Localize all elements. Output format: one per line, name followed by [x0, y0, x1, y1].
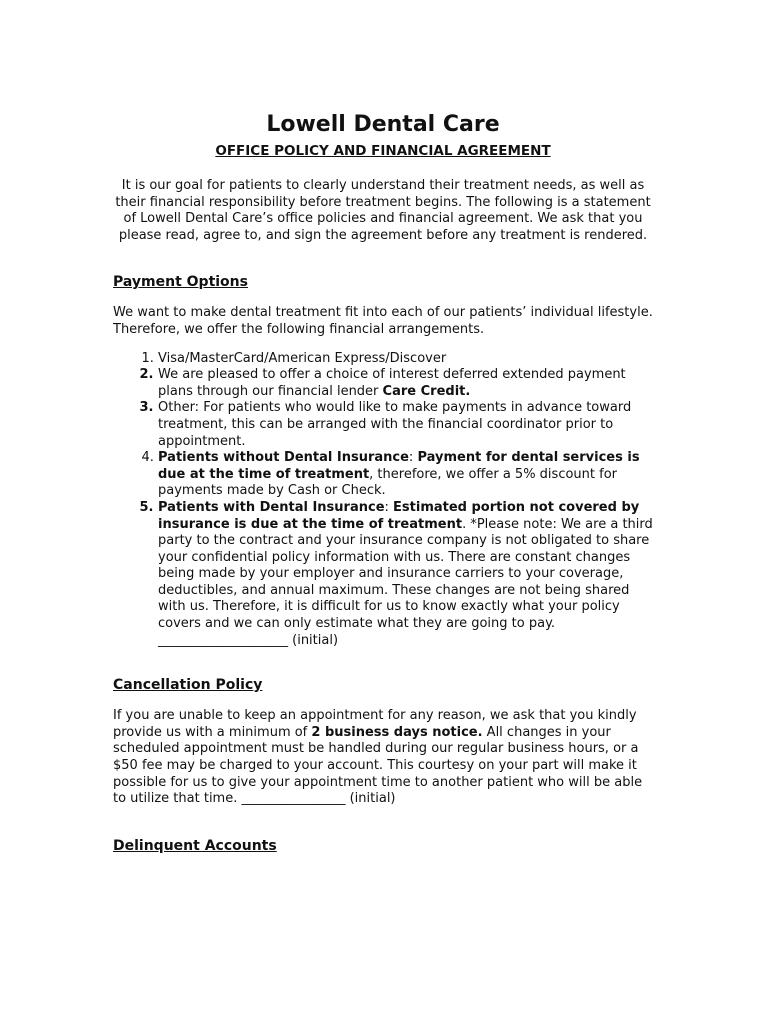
payment-item-1-text: Visa/MasterCard/American Express/Discover: [158, 350, 447, 366]
payment-intro-paragraph: We want to make dental treatment fit into each of our patients’ individual lifestyle. Therefore, we offer the following financial arrangements.: [113, 305, 653, 337]
cancellation-text-c: All changes in your scheduled appointment must be handled during our regular business hours, or a $50 fee may be charged to your account. This courtesy on your part will make it possible for us to give your appointment time to another patient who will be able to utilize that time. ________________ (initial): [113, 724, 643, 807]
insurance-note-text: . *Please note: We are a third party to the contract and your insurance company is not obligated to share your confidential policy information with us. There are constant changes being made by your employer and insurance carriers to your coverage, deductibles, and annual maximum. These changes are not being shared with us. Therefore, it is difficult for us to know exactly what your policy covers and we can only estimate what they are going to pay. ____________________ (initial): [158, 516, 653, 648]
document-title: Lowell Dental Care: [266, 112, 500, 137]
list-item: [158, 400, 653, 450]
no-insurance-label: Patients without Dental Insurance: [158, 450, 409, 466]
item-5-colon: :: [384, 499, 394, 515]
discount-text: , therefore, we offer a 5% discount for payments made by Cash or Check.: [158, 466, 618, 499]
cancellation-policy-heading: Cancellation Policy: [113, 677, 263, 694]
list-item: [158, 500, 653, 649]
notice-period-text: 2 business days notice.: [311, 724, 483, 740]
cancellation-paragraph: [113, 708, 653, 808]
payment-options-heading: Payment Options: [113, 274, 248, 291]
list-item: [158, 351, 653, 368]
intro-paragraph: It is our goal for patients to clearly understand their treatment needs, as well as their financial responsibility before treatment begins. The following is a statement of Lowell Dental Care’s office policies and financial agreement. We ask that you please read, agree to, and sign the agreement before any treatment is rendered.: [115, 178, 651, 243]
payment-item-3-text: Other: For patients who would like to make payments in advance toward treatment, this can be arranged with the financial coordinator prior to appointment.: [158, 400, 632, 449]
list-item: [158, 367, 653, 400]
with-insurance-label: Patients with Dental Insurance: [158, 499, 385, 515]
item-4-colon: :: [408, 450, 418, 466]
care-credit-label: Care Credit.: [382, 383, 471, 399]
document-subtitle: OFFICE POLICY AND FINANCIAL AGREEMENT: [215, 143, 551, 159]
payment-item-2-text: We are pleased to offer a choice of interest deferred extended payment plans through our financial lender: [158, 367, 626, 399]
payment-due-text: Payment for dental services is due at the time of treatment: [158, 450, 640, 482]
document-page: [113, 110, 653, 856]
estimated-portion-text: Estimated portion not covered by insurance is due at the time of treatment: [158, 499, 640, 532]
cancellation-text-a: If you are unable to keep an appointment for any reason, we ask that you kindly provide us with a minimum of: [113, 708, 637, 740]
payment-options-list: [113, 351, 653, 650]
list-item: [158, 450, 653, 500]
delinquent-accounts-heading: Delinquent Accounts: [113, 837, 277, 854]
